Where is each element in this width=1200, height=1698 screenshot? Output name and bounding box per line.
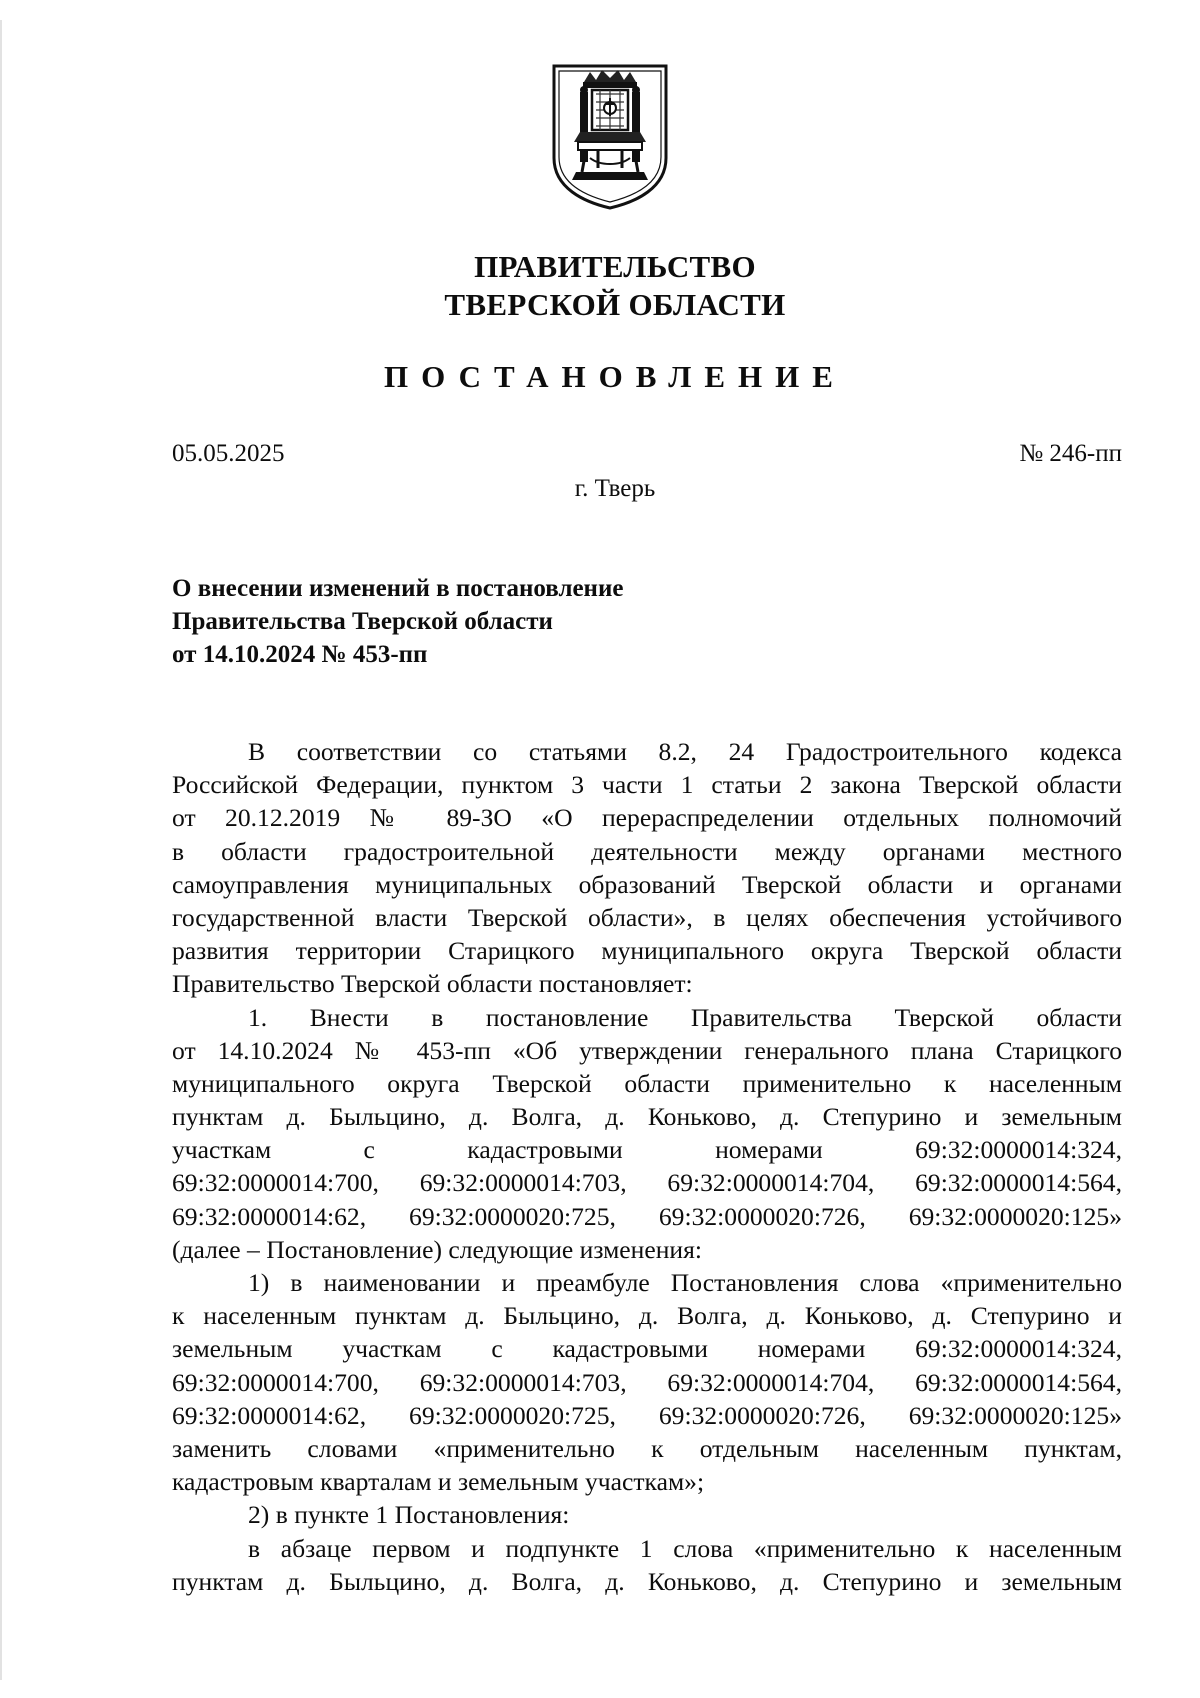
body-line: земельным участкам с кадастровыми номерами 69:32:0000014:324, <box>172 1334 1122 1364</box>
body-line: 69:32:0000014:62, 69:32:0000020:725, 69:32:0000020:726, 69:32:0000020:125» <box>172 1201 1122 1231</box>
subject-line: от 14.10.2024 № 453-пп <box>172 641 428 668</box>
body-line: 2) в пункте 1 Постановления: <box>248 1500 570 1530</box>
body-line: пунктам д. Быльцино, д. Волга, д. Коньково, д. Степурино и земельным <box>172 1102 1122 1132</box>
coat-of-arms-icon <box>550 62 670 210</box>
body-line: развития территории Старицкого муниципального округа Тверской области <box>172 936 1122 966</box>
body-line: в абзаце первом и подпункте 1 слова «применительно к населенным <box>248 1533 1122 1563</box>
body-line: от 20.12.2019 № 89-ЗО «О перераспределении отдельных полномочий <box>172 803 1122 833</box>
body-line: в области градостроительной деятельности между органами местного <box>172 836 1122 866</box>
organization-name-line1: ПРАВИТЕЛЬСТВО <box>474 249 756 284</box>
body-line: пунктам д. Быльцино, д. Волга, д. Коньково, д. Степурино и земельным <box>172 1566 1122 1596</box>
body-line: 69:32:0000014:700, 69:32:0000014:703, 69:32:0000014:704, 69:32:0000014:564, <box>172 1168 1122 1198</box>
subject-line: О внесении изменений в постановление <box>172 575 624 602</box>
body-line: Российской Федерации, пунктом 3 части 1 статьи 2 закона Тверской области <box>172 770 1122 800</box>
body-line: участкам с кадастровыми номерами 69:32:0000014:324, <box>172 1135 1122 1165</box>
document-date: 05.05.2025 <box>172 440 285 467</box>
organization-name-line2: ТВЕРСКОЙ ОБЛАСТИ <box>444 287 786 322</box>
document-body <box>172 735 1122 1598</box>
document-city: г. Тверь <box>574 475 656 502</box>
document-type-title: ПОСТАНОВЛЕНИЕ <box>384 359 846 394</box>
body-line: от 14.10.2024 № 453-пп «Об утверждении генерального плана Старицкого <box>172 1035 1122 1065</box>
document-number: № 246-пп <box>1019 440 1122 467</box>
body-line: 69:32:0000014:62, 69:32:0000020:725, 69:32:0000020:726, 69:32:0000020:125» <box>172 1400 1122 1430</box>
body-line: 1) в наименовании и преамбуле Постановления слова «применительно <box>248 1268 1122 1297</box>
body-line: к населенным пунктам д. Быльцино, д. Волга, д. Коньково, д. Степурино и <box>172 1301 1122 1331</box>
body-line: 1. Внести в постановление Правительства Тверской области <box>248 1002 1122 1032</box>
body-line: (далее – Постановление) следующие изменения: <box>172 1234 702 1264</box>
body-line: самоуправления муниципальных образований Тверской области и органами <box>172 869 1122 899</box>
document-subject <box>172 572 623 671</box>
body-line: муниципального округа Тверской области применительно к населенным <box>172 1068 1122 1098</box>
body-line: В соответствии со статьями 8.2, 24 Градостроительного кодекса <box>248 737 1122 766</box>
body-line: 69:32:0000014:700, 69:32:0000014:703, 69:32:0000014:704, 69:32:0000014:564, <box>172 1367 1122 1397</box>
body-line: государственной власти Тверской области», в целях обеспечения устойчивого <box>172 902 1122 932</box>
body-line: заменить словами «применительно к отдельным населенным пунктам, <box>172 1433 1122 1463</box>
body-line: Правительство Тверской области постановляет: <box>172 969 693 999</box>
body-line: кадастровым кварталам и земельным участкам»; <box>172 1467 705 1497</box>
subject-line: Правительства Тверской области <box>172 608 553 635</box>
